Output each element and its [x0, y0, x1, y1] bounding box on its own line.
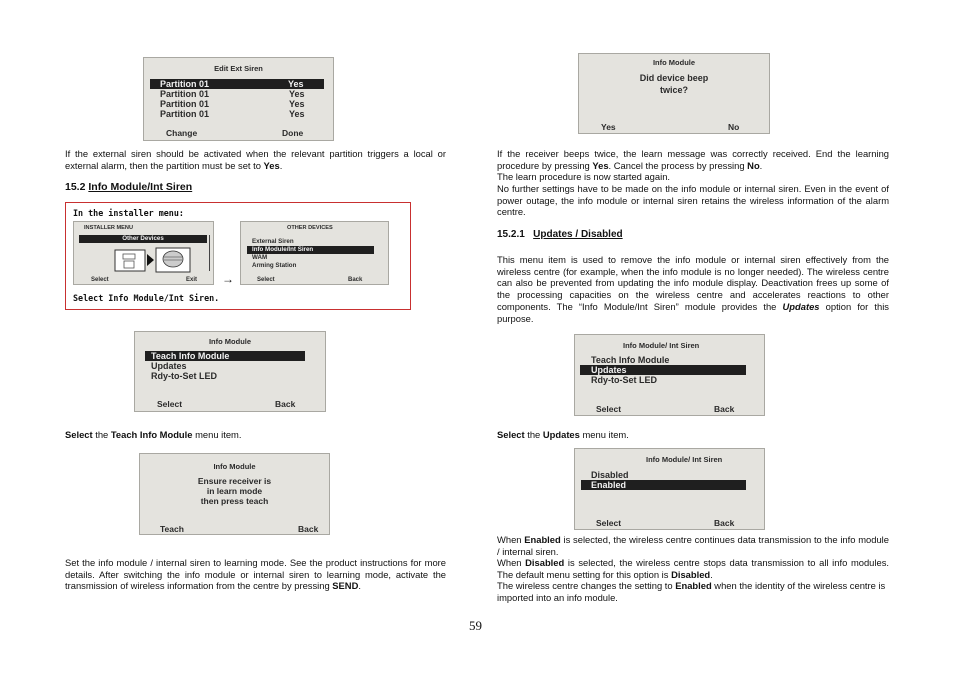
paragraph-partition: If the external siren should be activated when the relevant partition triggers a local or external alarm, then the partition must be set to Yes.: [65, 148, 446, 171]
menu-item: Enabled: [581, 480, 746, 490]
partition-label: Partition 01: [160, 99, 210, 109]
partition-value: Yes: [289, 99, 305, 109]
screen-title: Info Module: [652, 58, 696, 67]
int-siren-updates-screen: [574, 334, 765, 416]
soft-key-right: Back: [348, 277, 363, 283]
subsection-heading: 15.2.1 Updates / Disabled: [497, 229, 623, 240]
menu-item: Disabled: [591, 470, 629, 480]
soft-key-left: Select: [257, 277, 275, 283]
screen-title: Info Module: [208, 337, 252, 346]
soft-key-right: Done: [282, 128, 304, 138]
int-siren-enabled-screen: [574, 448, 765, 530]
partition-row: [160, 109, 324, 119]
menu-item: External Siren: [252, 238, 294, 245]
screen-title: OTHER DEVICES: [287, 225, 333, 231]
info-module-teach-screen: [139, 453, 330, 535]
paragraph-learning-mode: Set the info module / internal siren to learning mode. See the product instructions for more details. After switching the info module or internal siren to learning mode, activate the transmission of wireless information from the centre by pressing SEND.: [65, 557, 446, 592]
soft-key-right: Back: [714, 404, 735, 414]
soft-key-right: Back: [714, 518, 735, 528]
info-module-menu-screen: [134, 331, 326, 412]
menu-item: Teach Info Module: [591, 355, 670, 365]
soft-key-right: Back: [298, 524, 319, 534]
message-line: Ensure receiver is: [197, 476, 272, 486]
question-line: twice?: [659, 85, 688, 95]
soft-key-right: Exit: [186, 277, 198, 283]
menu-item: Updates: [580, 365, 746, 375]
partition-value: Yes: [288, 79, 304, 89]
soft-key-left: Select: [596, 518, 622, 528]
installer-menu-screen: [73, 221, 214, 285]
arrow-right-icon: →: [222, 272, 234, 286]
other-devices-screen: [240, 221, 389, 285]
device-icon: [114, 247, 194, 273]
installer-box-footer: Select Info Module/Int Siren.: [73, 293, 220, 303]
partition-label: Partition 01: [160, 109, 210, 119]
soft-key-left: Change: [166, 128, 198, 138]
soft-key-left: Select: [596, 404, 622, 414]
soft-key-right: No: [728, 122, 740, 132]
menu-item: Teach Info Module: [145, 351, 305, 361]
soft-key-left: Teach: [160, 524, 184, 534]
edit-ext-siren-screen: [143, 57, 334, 141]
message-line: then press teach: [200, 496, 269, 506]
screen-title: Info Module/ Int Siren: [623, 341, 700, 350]
screen-title: Edit Ext Siren: [214, 64, 263, 73]
scroll-arrow-icon: [209, 235, 210, 271]
menu-item: WAM: [252, 254, 268, 261]
menu-item: Arming Station: [252, 262, 297, 269]
selected-item: Other Devices: [79, 235, 207, 243]
menu-item: Rdy-to-Set LED: [591, 375, 657, 385]
info-module-beep-screen: [578, 53, 770, 134]
page-number: 59: [469, 618, 482, 633]
soft-key-left: Select: [157, 399, 183, 409]
installer-menu-box: [65, 202, 411, 310]
paragraph-changes: The wireless centre changes the setting to Enabled when the identity of the wireless centre is imported into an info module.: [497, 580, 886, 603]
screen-title: Info Module/ Int Siren: [646, 455, 723, 464]
partition-row: [160, 99, 324, 109]
partition-row: [150, 79, 324, 89]
message-line: in learn mode: [206, 486, 263, 496]
screen-title: Info Module: [213, 462, 256, 471]
paragraph-select-updates: Select the Updates menu item.: [497, 429, 629, 440]
menu-item: Rdy-to-Set LED: [151, 371, 217, 381]
section-heading: 15.2 Info Module/Int Siren: [65, 181, 193, 193]
paragraph-select-teach: Select the Teach Info Module menu item.: [65, 429, 242, 440]
partition-label: Partition 01: [160, 79, 210, 89]
paragraph-beep: If the receiver beeps twice, the learn message was correctly received. End the learning procedure by pressing Yes. Cancel the process by pressing No.: [497, 148, 889, 171]
question-line: Did device beep: [639, 73, 709, 83]
soft-key-left: Yes: [601, 122, 616, 132]
paragraph-no-further: No further settings have to be made on the info module or internal siren. Even in the event of power outage, the info module or internal siren retains the wireless information of the alarm centre.: [497, 183, 889, 218]
paragraph-disabled: When Disabled is selected, the wireless centre stops data transmission to all info modules. The default menu setting for this option is Disabled.: [497, 557, 889, 580]
soft-key-right: Back: [275, 399, 296, 409]
paragraph-enabled: When Enabled is selected, the wireless centre continues data transmission to the info module / internal siren.: [497, 534, 889, 557]
partition-label: Partition 01: [160, 89, 210, 99]
installer-box-heading: In the installer menu:: [73, 208, 184, 218]
menu-item: Updates: [151, 361, 187, 371]
partition-value: Yes: [289, 109, 305, 119]
paragraph-updates: This menu item is used to remove the info module or internal siren effectively from the wireless centre (for example, when the info module is no longer needed). The wireless centre can also be prevented from updating the info module display. Deactivation frees up some of the processing capacities on the wireless centre and accelerates reactions to other components. The “Info Module/Int Siren” module provides the Updates option for this purpose.: [497, 254, 889, 324]
soft-key-left: Select: [91, 277, 109, 283]
partition-value: Yes: [289, 89, 305, 99]
menu-item: Info Module/Int Siren: [247, 246, 374, 254]
paragraph-restart: The learn procedure is now started again.: [497, 171, 671, 182]
screen-title: INSTALLER MENU: [84, 225, 133, 231]
partition-row: [160, 89, 324, 99]
